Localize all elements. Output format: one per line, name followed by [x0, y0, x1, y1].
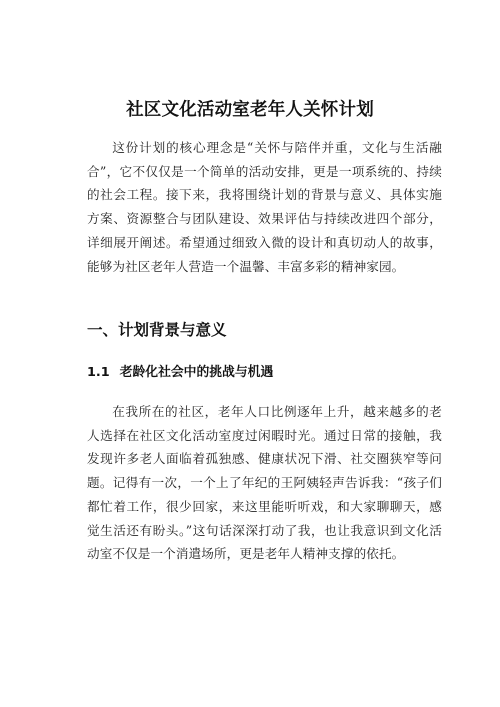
subsection-heading — [87, 361, 273, 380]
subsection-title: 老龄化社会中的挑战与机遇 — [119, 365, 274, 380]
subsection-number: 1.1 — [87, 365, 110, 380]
intro-paragraph: 这份计划的核心理念是“关怀与陪伴并重，文化与生活融合”，它不仅仅是一个简单的活动安排，更是一项系统的、持续的社会工程。接下来，我将围绕计划的背景与意义、具体实施方案、资源整合与团队建设、效果评估与持续改进四个部分，详细展开阐述。希望通过细致入微的设计和真切动人的故事，能够为社区老年人营造一个温馨、丰富多彩的精神家园。 — [87, 140, 442, 274]
section-heading: 一、计划背景与意义 — [87, 321, 227, 339]
body-paragraph: 在我所在的社区，老年人口比例逐年上升，越来越多的老人选择在社区文化活动室度过闲暇时光。通过日常的接触，我发现许多老人面临着孤独感、健康状况下滑、社交圈狭窄等问题。记得有一次，一个上了年纪的王阿姨轻声告诉我：“孩子们都忙着工作，很少回家，来这里能听听戏，和大家聊聊天，感觉生活还有盼头。”这句话深深打动了我，也让我意识到文化活动室不仅是一个消遣场所，更是老年人精神支撑的依托。 — [87, 404, 442, 562]
document-title: 社区文化活动室老年人关怀计划 — [126, 100, 374, 120]
